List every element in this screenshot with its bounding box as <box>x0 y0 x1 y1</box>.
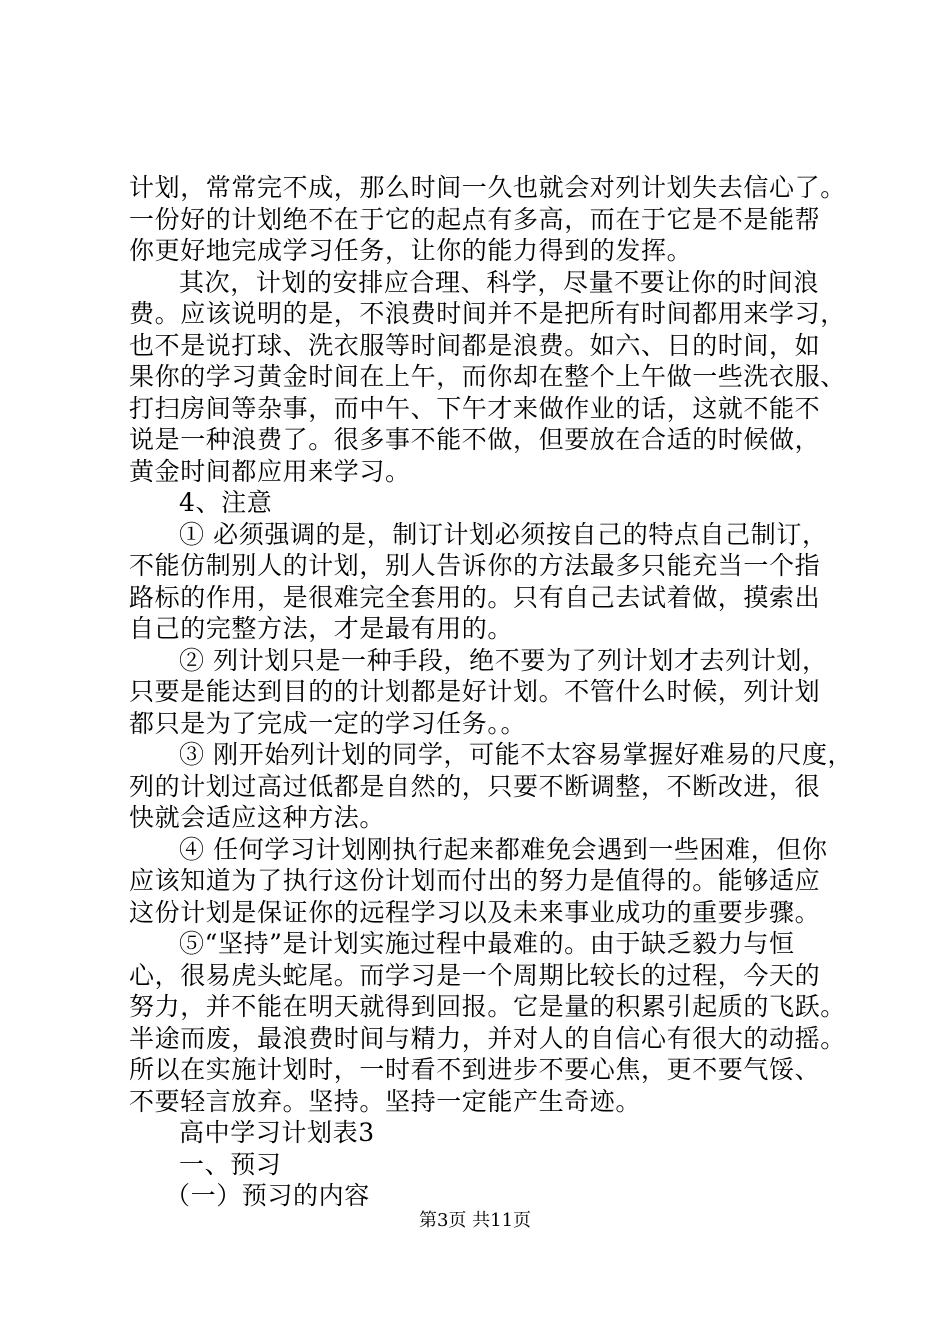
text-line: 路标的作用，是很难完全套用的。只有自己去试着做，摸索出 <box>129 582 821 612</box>
text-line: 都只是为了完成一定的学习任务。。 <box>129 708 527 738</box>
text-line: 果你的学习黄金时间在上午，而你却在整个上午做一些洗衣服、 <box>129 362 846 391</box>
text-line: 快就会适应这种方法。 <box>129 803 386 832</box>
text-line: 列的计划过高过低都是自然的，只要不断调整，不断改进，很 <box>129 771 821 801</box>
text-line: 其次，计划的安排应合理、科学，尽量不要让你的时间浪 <box>179 267 820 297</box>
text-line: （一）预习的内容 <box>165 1181 370 1210</box>
text-line: 4、注意 <box>179 488 273 517</box>
text-line: 应该知道为了执行这份计划而付出的努力是值得的。能够适应 <box>129 866 821 895</box>
text-line: 所以在实施计划时，一时看不到进步不要心焦，更不要气馁、 <box>129 1055 821 1084</box>
text-line: ④ 任何学习计划刚执行起来都难免会遇到一些困难，但你 <box>179 834 828 864</box>
text-line: 费。应该说明的是，不浪费时间并不是把所有时间都用来学习， <box>129 299 846 328</box>
text-line: 说是一种浪费了。很多事不能不做，但要放在合适的时候做， <box>129 425 821 454</box>
text-line: ① 必须强调的是，制订计划必须按自己的特点自己制订， <box>179 519 828 549</box>
text-line: 心，很易虎头蛇尾。而学习是一个周期比较长的过程，今天的 <box>129 960 821 990</box>
text-line: 打扫房间等杂事，而中午、下午才来做作业的话，这就不能不 <box>129 393 821 423</box>
text-line: 一、预习 <box>179 1149 282 1179</box>
text-line: 一份好的计划绝不在于它的起点有多高，而在于它是不是能帮 <box>129 204 821 234</box>
text-line: 努力，并不能在明天就得到回报。它是量的积累引起质的飞跃。 <box>129 992 846 1021</box>
text-line: 计划，常常完不成，那么时间一久也就会对列计划失去信心了。 <box>129 173 846 202</box>
text-line: 黄金时间都应用来学习。 <box>129 456 411 486</box>
text-line: 半途而废，最浪费时间与精力，并对人的自信心有很大的动摇。 <box>129 1023 846 1053</box>
text-line: 自己的完整方法，才是最有用的。 <box>129 614 514 643</box>
text-line: 高中学习计划表3 <box>179 1118 375 1147</box>
text-line: ③ 刚开始列计划的同学，可能不太容易掌握好难易的尺度， <box>179 740 854 769</box>
document-body <box>129 172 854 1212</box>
text-line: ⑤“坚持”是计划实施过程中最难的。由于缺乏毅力与恒 <box>179 929 795 958</box>
text-line: 不能仿制别人的计划，别人告诉你的方法最多只能充当一个指 <box>129 551 821 580</box>
page-footer: 第3页 共11页 <box>418 1210 532 1231</box>
text-line: 也不是说打球、洗衣服等时间都是浪费。如六、日的时间，如 <box>129 330 821 360</box>
text-line: 你更好地完成学习任务，让你的能力得到的发挥。 <box>129 236 693 265</box>
text-line: 不要轻言放弃。坚持。坚持一定能产生奇迹。 <box>129 1086 642 1116</box>
text-line: 这份计划是保证你的远程学习以及未来事业成功的重要步骤。 <box>129 897 821 927</box>
text-line: 只要是能达到目的的计划都是好计划。不管什么时候，列计划 <box>129 677 821 706</box>
text-line: ② 列计划只是一种手段，绝不要为了列计划才去列计划， <box>179 645 828 675</box>
